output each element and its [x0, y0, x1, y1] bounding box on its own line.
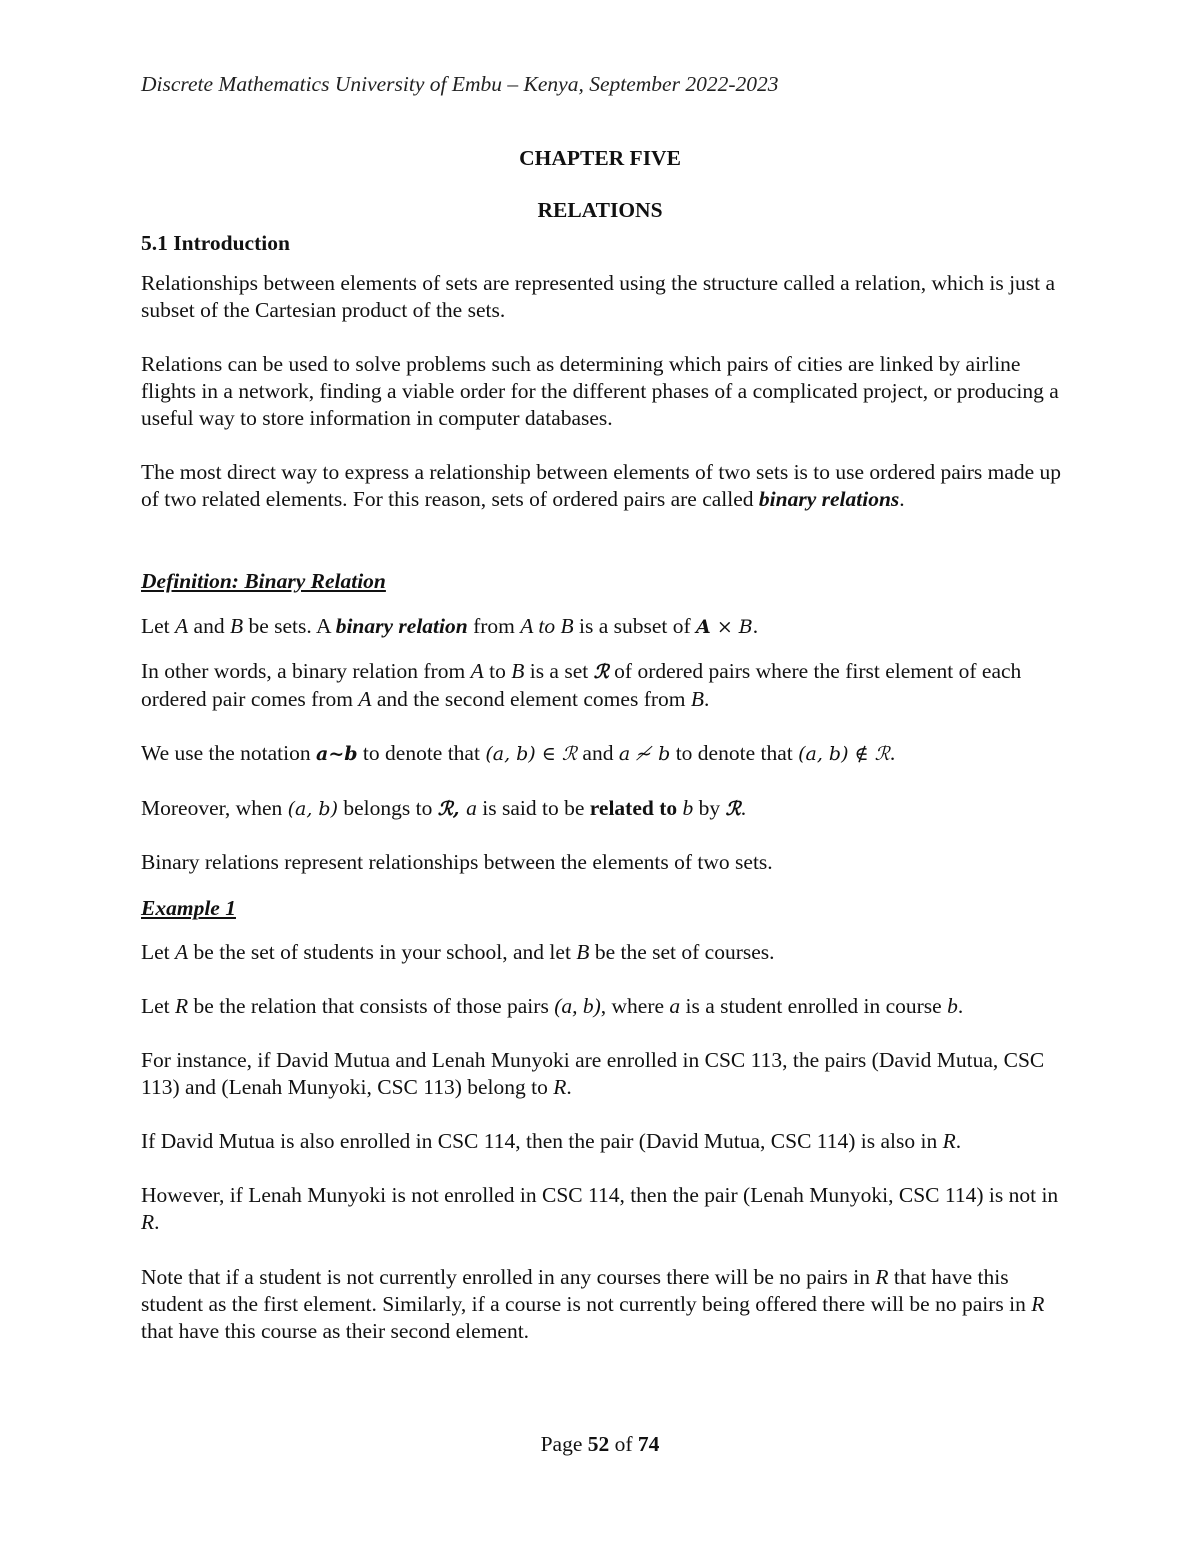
var-b-set: B: [576, 940, 590, 964]
intro-paragraph-3: [141, 459, 1071, 513]
text: is a student enrolled in course: [680, 994, 948, 1018]
text: Let: [141, 940, 176, 964]
text: belongs to: [338, 796, 438, 820]
definition-line-5: Binary relations represent relationships between the elements of two sets.: [141, 850, 773, 874]
text: that have this student as the first element. Similarly, if a course is not currently being offered there will be no pairs in: [141, 1265, 1032, 1316]
math-pair-in-r: (a, b) ∈ ℛ: [485, 743, 578, 765]
definition-heading: Definition: Binary Relation: [141, 569, 386, 593]
page-footer: [0, 1432, 1200, 1457]
text: If David Mutua is also enrolled in CSC 114, then the pair (David Mutua, CSC 114) is also in: [141, 1129, 943, 1153]
var-b-set: B: [690, 687, 704, 711]
math-related-notation: a~b: [316, 743, 358, 765]
text: is a set: [524, 659, 594, 683]
text: .: [889, 741, 896, 765]
text: Let: [141, 614, 176, 638]
var-a: a: [466, 796, 477, 820]
page-number: 52: [587, 1432, 610, 1456]
text: Moreover, when: [141, 796, 288, 820]
text: to: [483, 659, 512, 683]
example-line-5: [141, 1182, 1071, 1236]
text: be sets. A: [243, 614, 336, 638]
math-a: A: [696, 616, 711, 638]
p3-end: .: [899, 487, 905, 511]
math-pair: (a, b): [287, 798, 339, 820]
text: be the set of students in your school, and let: [188, 940, 577, 964]
text: by: [693, 796, 726, 820]
example-line-2: [141, 993, 1071, 1020]
var-r: R: [875, 1265, 889, 1289]
text: that have this course as their second element.: [141, 1319, 530, 1343]
example-line-6: [141, 1264, 1071, 1345]
text: For instance, if David Mutua and Lenah Munyoki are enrolled in CSC 113, the pairs (David Mutua, CSC 113) and (Lenah Munyoki, CSC 113) belong to: [141, 1048, 1045, 1099]
text: In other words, a binary relation from: [141, 659, 471, 683]
var-r: R: [553, 1075, 567, 1099]
example-line-3: [141, 1047, 1071, 1101]
text: .: [957, 994, 964, 1018]
text: .: [740, 796, 747, 820]
var-r: R: [175, 994, 189, 1018]
var-a-set: A: [175, 614, 189, 638]
text: and: [188, 614, 230, 638]
text: from: [467, 614, 521, 638]
var-r: R: [141, 1210, 155, 1234]
term-related-to: related to: [589, 796, 678, 820]
a-to-b: A to B: [520, 614, 574, 638]
text: and the second element comes from: [371, 687, 691, 711]
var-a-set: A: [470, 659, 484, 683]
text: to denote that: [357, 741, 486, 765]
term-binary-relation: binary relation: [335, 614, 468, 638]
text: be the relation that consists of those pairs: [188, 994, 555, 1018]
var-b: b: [682, 796, 694, 820]
math-b: B: [738, 616, 753, 638]
var-b-set: B: [511, 659, 525, 683]
example-line-1: [141, 939, 1071, 966]
example-heading: Example 1: [141, 896, 236, 920]
math-relation-r: ℛ: [593, 661, 609, 683]
pair-a-b: (a, b): [554, 994, 601, 1018]
text: We use the notation: [141, 741, 317, 765]
text: .: [704, 687, 710, 711]
text: .: [566, 1075, 572, 1099]
p3-text: The most direct way to express a relationship between elements of two sets is to use ordered pairs made up of two related elements. For this reason, sets of ordered pairs are called: [141, 460, 1062, 511]
page-label: Page: [540, 1432, 588, 1456]
text: .: [154, 1210, 160, 1234]
math-relation-r: ℛ: [725, 798, 741, 820]
math-pair-not-in-r: (a, b) ∉ ℛ: [798, 743, 890, 765]
var-b-set: B: [229, 614, 244, 638]
chapter-title: RELATIONS: [537, 198, 663, 222]
intro-paragraph-2: Relations can be used to solve problems such as determining which pairs of cities are linked by airline flights in a network, finding a viable order for the different phases of a complicated project, or producing a useful way to store information in computer databases.: [141, 352, 1059, 430]
text: is a subset of: [573, 614, 697, 638]
var-r: R: [1031, 1292, 1045, 1316]
math-not-related-notation: a ≁ b: [618, 743, 671, 765]
total-pages: 74: [637, 1432, 660, 1456]
running-header: Discrete Mathematics University of Embu – Kenya, September 2022-2023: [141, 72, 779, 96]
var-b: b: [947, 994, 958, 1018]
text: Note that if a student is not currently enrolled in any courses there will be no pairs in: [141, 1265, 876, 1289]
text: However, if Lenah Munyoki is not enrolled in CSC 114, then the pair (Lenah Munyoki, CSC 114) is not in: [141, 1183, 1059, 1207]
section-heading: 5.1 Introduction: [141, 231, 290, 255]
intro-paragraph-1: Relationships between elements of sets are represented using the structure called a relation, which is just a subset of the Cartesian product of the sets.: [141, 271, 1056, 322]
text: .: [752, 614, 759, 638]
var-r: R: [942, 1129, 956, 1153]
times-symbol: ×: [710, 616, 739, 638]
text: and: [577, 741, 619, 765]
of-label: of: [609, 1432, 638, 1456]
text: to denote that: [670, 741, 799, 765]
definition-line-1: [141, 613, 1071, 641]
text: .: [955, 1129, 962, 1153]
text: of ordered pairs where the first element of each ordered pair comes from: [141, 659, 1022, 711]
definition-line-2: [141, 658, 1071, 713]
term-binary-relations: binary relations: [758, 487, 900, 511]
math-relation-r: ℛ,: [437, 798, 467, 820]
text: Let: [141, 994, 176, 1018]
example-line-4: [141, 1128, 1071, 1155]
chapter-number: CHAPTER FIVE: [519, 146, 681, 170]
var-a-set: A: [358, 687, 372, 711]
var-a-set: A: [175, 940, 189, 964]
text: be the set of courses.: [589, 940, 775, 964]
definition-line-3: [141, 740, 1071, 768]
definition-line-4: [141, 795, 1071, 823]
text: , where: [600, 994, 670, 1018]
text: is said to be: [476, 796, 590, 820]
var-a: a: [669, 994, 681, 1018]
